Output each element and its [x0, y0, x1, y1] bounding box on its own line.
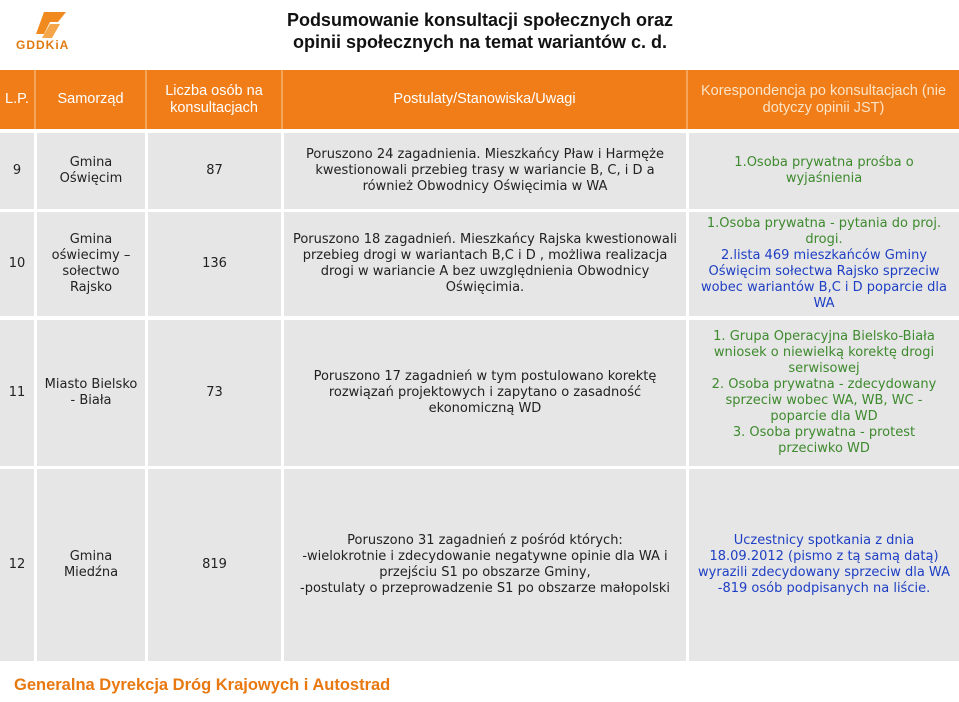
title-line-2: opinii społecznych na temat wariantów c. d. — [292, 32, 668, 52]
title-line-1: Podsumowanie konsultacji społecznych oraz — [286, 10, 674, 30]
korespondencja-item: 2. Osoba prywatna - zdecydowany sprzeciw wobec WA, WB, WC - poparcie dla WD — [711, 377, 937, 424]
header-liczba: Liczba osób na konsultacjach — [145, 70, 281, 129]
row-lp: 12 — [8, 557, 26, 572]
korespondencja-item: 1.Osoba prywatna - pytania do proj. drogi. — [706, 216, 942, 247]
row-korespondencja: Uczestnicy spotkania z dnia 18.09.2012 (pismo z tą samą datą) wyrazili zdecydowany sprzeciw dla WA -819 osób podpisanych na liście. — [686, 469, 959, 661]
postulaty-line: -wielokrotnie i zdecydowanie negatywne opinie dla WA i przejściu S1 po obszarze Gminy, — [302, 549, 668, 580]
row-liczba: 73 — [145, 320, 281, 466]
table-row — [0, 133, 959, 209]
row-korespondencja: 1.Osoba prywatna prośba o wyjaśnienia — [686, 133, 959, 209]
header-lp: L.P. — [5, 91, 29, 107]
row-liczba: 819 — [145, 469, 281, 661]
row-samorzad: Miasto Bielsko - Biała — [34, 320, 145, 466]
table-row — [0, 320, 959, 466]
row-samorzad: Gmina Miedźna — [34, 469, 145, 661]
row-postulaty: Poruszono 24 zagadnienia. Mieszkańcy Pław i Harmęże kwestionowali przebieg trasy w wariancie B, C, i D a również Obwodnicy Oświęcimia w WA — [281, 133, 686, 209]
row-samorzad: Gmina oświecimy – sołectwo Rajsko — [34, 212, 145, 316]
page-title — [200, 9, 760, 53]
korespondencja-item: 1. Grupa Operacyjna Bielsko-Biała wniosek o niewielką korektę drogi serwisowej — [713, 329, 935, 376]
korespondencja-item: 3. Osoba prywatna - protest przeciwko WD — [732, 425, 916, 456]
row-lp: 11 — [8, 385, 26, 400]
row-postulaty: Poruszono 18 zagadnień. Mieszkańcy Rajska kwestionowali przebieg drogi w wariantach B,C i D , możliwa realizacja drogi w wariancie A bez uwzględnienia Obwodnicy Oświęcimia. — [281, 212, 686, 316]
table-row — [0, 212, 959, 316]
postulaty-line: -postulaty o przeprowadzenie S1 po obszarze małopolski — [300, 581, 670, 596]
postulaty-line: Poruszono 31 zagadnień z pośród których: — [347, 533, 623, 548]
row-lp: 9 — [12, 163, 22, 178]
table-row — [0, 469, 959, 661]
header-postulaty: Postulaty/Stanowiska/Uwagi — [281, 70, 686, 129]
row-postulaty: Poruszono 17 zagadnień w tym postulowano korektę rozwiązań projektowych i zapytano o zasadność ekonomiczną WD — [281, 320, 686, 466]
row-korespondencja — [686, 212, 959, 316]
footer-text: Generalna Dyrekcja Dróg Krajowych i Autostrad — [14, 676, 391, 694]
korespondencja-item: 2.lista 469 mieszkańców Gminy Oświęcim sołectwa Rajsko sprzeciw wobec wariantów B,C i D poparcie dla WA — [700, 248, 948, 311]
header-samorzad: Samorząd — [34, 70, 145, 129]
row-korespondencja — [686, 320, 959, 466]
table-header-row — [0, 70, 959, 129]
header-korespondencja: Korespondencja po konsultacjach (nie dotyczy opinii JST) — [686, 70, 959, 129]
row-postulaty — [281, 469, 686, 661]
row-liczba: 136 — [145, 212, 281, 316]
logo-text: GDDKiA — [16, 38, 70, 52]
row-lp: 10 — [8, 256, 26, 271]
row-samorzad: Gmina Oświęcim — [34, 133, 145, 209]
row-liczba: 87 — [145, 133, 281, 209]
